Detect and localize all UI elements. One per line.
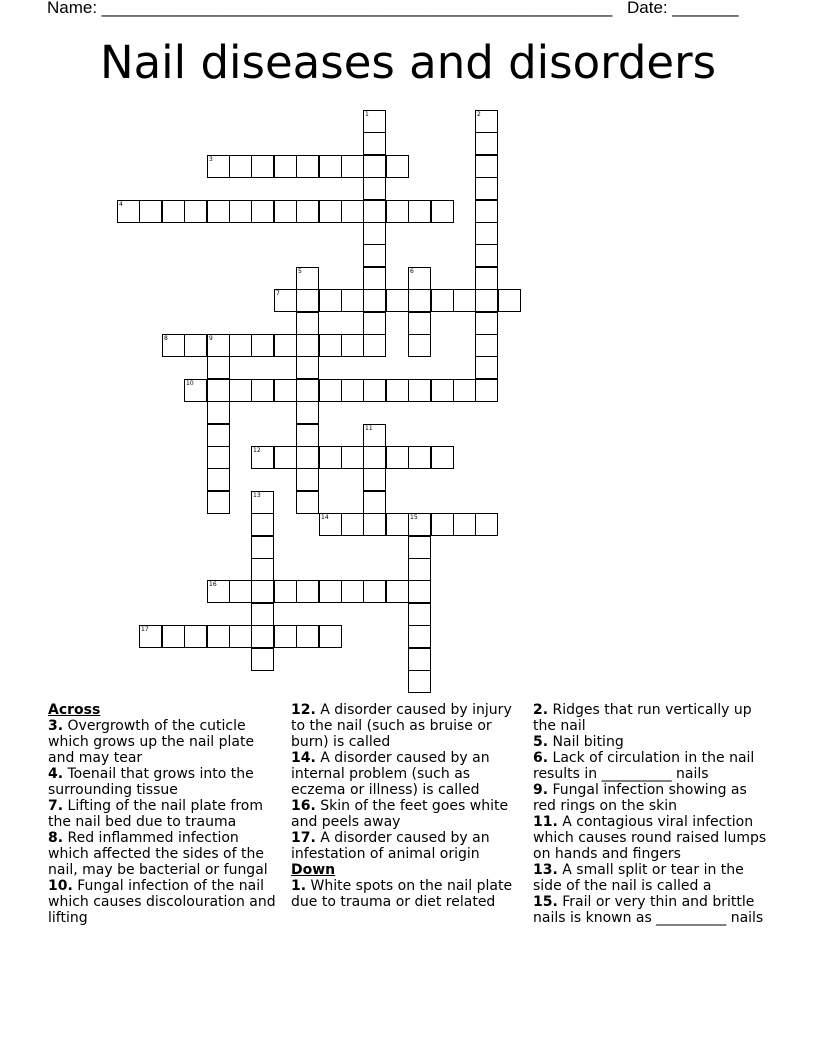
grid-cell[interactable] <box>475 200 498 223</box>
cell-number: 17 <box>141 626 149 633</box>
grid-cell[interactable] <box>319 513 342 536</box>
grid-cell[interactable] <box>296 491 319 514</box>
grid-cell[interactable] <box>207 379 230 402</box>
cell-number: 16 <box>209 581 217 588</box>
grid-cell[interactable] <box>408 312 431 335</box>
grid-cell[interactable] <box>408 670 431 693</box>
grid-cell[interactable] <box>475 289 498 312</box>
clue-number: 5. <box>533 734 549 750</box>
grid-cell[interactable] <box>453 289 476 312</box>
grid-cell[interactable] <box>251 491 274 514</box>
clue-item <box>291 750 519 798</box>
clue-text: Red inflammed infection which affected the sides of the nail, may be bacterial or fungal <box>48 830 268 878</box>
clue-text: White spots on the nail plate due to trauma or diet related <box>291 878 513 910</box>
clues-column-1 <box>48 702 283 926</box>
grid-cell[interactable] <box>251 155 274 178</box>
clue-item <box>48 878 283 926</box>
grid-cell[interactable] <box>363 177 386 200</box>
grid-cell[interactable] <box>475 177 498 200</box>
clue-text: Toenail that grows into the surrounding tissue <box>48 766 254 798</box>
grid-cell[interactable] <box>363 424 386 447</box>
grid-cell[interactable] <box>207 580 230 603</box>
grid-cell[interactable] <box>207 155 230 178</box>
grid-cell[interactable] <box>207 401 230 424</box>
grid-cell[interactable] <box>475 267 498 290</box>
grid-cell[interactable] <box>408 267 431 290</box>
cell-number: 14 <box>321 514 329 521</box>
clue-item <box>533 734 773 750</box>
cell-number: 8 <box>164 335 168 342</box>
grid-cell[interactable] <box>274 334 297 357</box>
clue-number: 2. <box>533 702 549 718</box>
clue-item <box>533 750 773 782</box>
page-title: Nail diseases and disorders <box>99 36 717 89</box>
clue-text: A disorder caused by an internal problem (such as eczema or illness) is called <box>291 750 490 798</box>
grid-cell[interactable] <box>453 513 476 536</box>
grid-cell[interactable] <box>386 200 409 223</box>
clue-number: 16. <box>291 798 316 814</box>
grid-cell[interactable] <box>363 155 386 178</box>
grid-cell[interactable] <box>408 200 431 223</box>
grid-cell[interactable] <box>319 625 342 648</box>
grid-cell[interactable] <box>117 200 140 223</box>
grid-cell[interactable] <box>363 110 386 133</box>
clue-text: Overgrowth of the cuticle which grows up the nail plate and may tear <box>48 718 255 766</box>
clue-number: 3. <box>48 718 64 734</box>
grid-cell[interactable] <box>363 446 386 469</box>
grid-cell[interactable] <box>408 446 431 469</box>
grid-cell[interactable] <box>475 110 498 133</box>
clue-item <box>48 798 283 830</box>
clue-item <box>48 718 283 766</box>
grid-cell[interactable] <box>363 468 386 491</box>
down-heading: Down <box>291 862 336 878</box>
clues-column-2 <box>291 702 519 910</box>
clue-text: Nail biting <box>548 734 624 750</box>
grid-cell[interactable] <box>207 625 230 648</box>
clue-item <box>48 766 283 798</box>
grid-cell[interactable] <box>341 580 364 603</box>
grid-cell[interactable] <box>184 334 207 357</box>
grid-cell[interactable] <box>251 446 274 469</box>
grid-cell[interactable] <box>229 155 252 178</box>
grid-cell[interactable] <box>296 267 319 290</box>
grid-cell[interactable] <box>341 379 364 402</box>
cell-number: 9 <box>209 335 213 342</box>
grid-cell[interactable] <box>319 334 342 357</box>
cell-number: 11 <box>365 425 373 432</box>
grid-cell[interactable] <box>207 334 230 357</box>
grid-cell[interactable] <box>296 446 319 469</box>
clue-number: 12. <box>291 702 316 718</box>
grid-cell[interactable] <box>229 334 252 357</box>
clue-number: 17. <box>291 830 316 846</box>
clue-item <box>533 702 773 734</box>
grid-cell[interactable] <box>341 513 364 536</box>
clue-text: A disorder caused by an infestation of animal origin <box>291 830 490 862</box>
clue-number: 9. <box>533 782 549 798</box>
cell-number: 5 <box>298 268 302 275</box>
clue-item <box>291 702 519 750</box>
grid-cell[interactable] <box>386 379 409 402</box>
grid-cell[interactable] <box>386 513 409 536</box>
grid-cell[interactable] <box>341 155 364 178</box>
clue-item <box>533 782 773 814</box>
grid-cell[interactable] <box>475 132 498 155</box>
date-line: _______ <box>672 0 739 17</box>
grid-cell[interactable] <box>296 200 319 223</box>
grid-cell[interactable] <box>162 200 185 223</box>
clue-text: A disorder caused by injury to the nail (such as bruise or burn) is called <box>291 702 512 750</box>
grid-cell[interactable] <box>363 491 386 514</box>
grid-cell[interactable] <box>363 222 386 245</box>
grid-cell[interactable] <box>431 289 454 312</box>
grid-cell[interactable] <box>274 155 297 178</box>
grid-cell[interactable] <box>453 379 476 402</box>
grid-cell[interactable] <box>229 580 252 603</box>
clue-number: 4. <box>48 766 64 782</box>
grid-cell[interactable] <box>363 334 386 357</box>
grid-cell[interactable] <box>251 558 274 581</box>
grid-cell[interactable] <box>431 446 454 469</box>
grid-cell[interactable] <box>408 289 431 312</box>
grid-cell[interactable] <box>184 200 207 223</box>
grid-cell[interactable] <box>408 334 431 357</box>
grid-cell[interactable] <box>363 312 386 335</box>
grid-cell[interactable] <box>475 155 498 178</box>
grid-cell[interactable] <box>363 580 386 603</box>
grid-cell[interactable] <box>475 222 498 245</box>
grid-cell[interactable] <box>296 155 319 178</box>
cell-number: 10 <box>186 380 194 387</box>
name-label: Name: <box>47 0 102 17</box>
cell-number: 2 <box>477 111 481 118</box>
grid-cell[interactable] <box>296 312 319 335</box>
grid-cell[interactable] <box>251 625 274 648</box>
grid-cell[interactable] <box>229 379 252 402</box>
grid-cell[interactable] <box>251 200 274 223</box>
clue-number: 10. <box>48 878 73 894</box>
clue-number: 1. <box>291 878 307 894</box>
grid-cell[interactable] <box>363 289 386 312</box>
grid-cell[interactable] <box>341 289 364 312</box>
clue-text: Fungal infection of the nail which causes discolouration and lifting <box>48 878 276 926</box>
grid-cell[interactable] <box>341 200 364 223</box>
grid-cell[interactable] <box>274 580 297 603</box>
grid-cell[interactable] <box>296 356 319 379</box>
clue-item <box>533 862 773 894</box>
grid-cell[interactable] <box>207 468 230 491</box>
cell-number: 6 <box>410 268 414 275</box>
clue-text: Lifting of the nail plate from the nail bed due to trauma <box>48 798 264 830</box>
cell-number: 15 <box>410 514 418 521</box>
grid-cell[interactable] <box>475 379 498 402</box>
clue-number: 13. <box>533 862 558 878</box>
clue-text: A small split or tear in the side of the nail is called a <box>533 862 744 894</box>
grid-cell[interactable] <box>162 625 185 648</box>
cell-number: 13 <box>253 492 261 499</box>
clue-number: 11. <box>533 814 558 830</box>
clue-number: 15. <box>533 894 558 910</box>
grid-cell[interactable] <box>251 603 274 626</box>
grid-cell[interactable] <box>386 289 409 312</box>
grid-cell[interactable] <box>363 379 386 402</box>
grid-cell[interactable] <box>251 513 274 536</box>
grid-cell[interactable] <box>431 200 454 223</box>
grid-cell[interactable] <box>274 379 297 402</box>
grid-cell[interactable] <box>251 536 274 559</box>
clue-item <box>533 814 773 862</box>
grid-cell[interactable] <box>363 132 386 155</box>
grid-cell[interactable] <box>296 289 319 312</box>
across-heading: Across <box>48 702 101 718</box>
grid-cell[interactable] <box>296 379 319 402</box>
cell-number: 1 <box>365 111 369 118</box>
date-label: Date: <box>627 0 673 17</box>
grid-cell[interactable] <box>431 379 454 402</box>
grid-cell[interactable] <box>341 334 364 357</box>
clue-item <box>291 798 519 830</box>
cell-number: 7 <box>276 290 280 297</box>
clue-text: Lack of circulation in the nail results in __________ nails <box>533 750 755 782</box>
grid-cell[interactable] <box>475 334 498 357</box>
grid-cell[interactable] <box>274 446 297 469</box>
grid-cell[interactable] <box>475 513 498 536</box>
grid-cell[interactable] <box>139 200 162 223</box>
grid-cell[interactable] <box>296 334 319 357</box>
grid-cell[interactable] <box>251 334 274 357</box>
grid-cell[interactable] <box>184 625 207 648</box>
grid-cell[interactable] <box>319 446 342 469</box>
cell-number: 4 <box>119 201 123 208</box>
grid-cell[interactable] <box>363 200 386 223</box>
name-line: ______________________________________________________ <box>101 0 613 17</box>
grid-cell[interactable] <box>251 648 274 671</box>
clue-number: 8. <box>48 830 64 846</box>
grid-cell[interactable] <box>408 558 431 581</box>
grid-cell[interactable] <box>408 603 431 626</box>
cell-number: 3 <box>209 156 213 163</box>
clue-text: Fungal infection showing as red rings on the skin <box>533 782 747 814</box>
clue-item <box>48 830 283 878</box>
grid-cell[interactable] <box>229 200 252 223</box>
grid-cell[interactable] <box>296 424 319 447</box>
grid-cell[interactable] <box>162 334 185 357</box>
cell-number: 12 <box>253 447 261 454</box>
grid-cell[interactable] <box>319 155 342 178</box>
grid-cell[interactable] <box>319 200 342 223</box>
clue-number: 7. <box>48 798 64 814</box>
grid-cell[interactable] <box>296 401 319 424</box>
grid-cell[interactable] <box>207 356 230 379</box>
grid-cell[interactable] <box>341 446 364 469</box>
grid-cell[interactable] <box>408 536 431 559</box>
grid-cell[interactable] <box>408 379 431 402</box>
grid-cell[interactable] <box>475 312 498 335</box>
clue-text: A contagious viral infection which causes round raised lumps on hands and fingers <box>533 814 767 862</box>
grid-cell[interactable] <box>139 625 162 648</box>
grid-cell[interactable] <box>363 513 386 536</box>
grid-cell[interactable] <box>207 200 230 223</box>
grid-cell[interactable] <box>408 625 431 648</box>
grid-cell[interactable] <box>386 580 409 603</box>
clues-column-3 <box>533 702 773 926</box>
grid-cell[interactable] <box>431 513 454 536</box>
grid-cell[interactable] <box>408 513 431 536</box>
grid-cell[interactable] <box>363 267 386 290</box>
grid-cell[interactable] <box>184 379 207 402</box>
grid-cell[interactable] <box>408 580 431 603</box>
grid-cell[interactable] <box>274 200 297 223</box>
grid-cell[interactable] <box>475 356 498 379</box>
grid-cell[interactable] <box>319 289 342 312</box>
grid-cell[interactable] <box>229 625 252 648</box>
clue-number: 14. <box>291 750 316 766</box>
grid-cell[interactable] <box>386 446 409 469</box>
grid-cell[interactable] <box>207 446 230 469</box>
grid-cell[interactable] <box>319 379 342 402</box>
clue-item <box>291 830 519 862</box>
grid-cell[interactable] <box>386 155 409 178</box>
grid-cell[interactable] <box>296 468 319 491</box>
grid-cell[interactable] <box>319 580 342 603</box>
grid-cell[interactable] <box>207 491 230 514</box>
clue-number: 6. <box>533 750 549 766</box>
grid-cell[interactable] <box>296 625 319 648</box>
grid-cell[interactable] <box>251 379 274 402</box>
clue-text: Ridges that run vertically up the nail <box>533 702 752 734</box>
clue-text: Frail or very thin and brittle nails is known as __________ nails <box>533 894 764 926</box>
grid-cell[interactable] <box>408 648 431 671</box>
grid-cell[interactable] <box>363 244 386 267</box>
grid-cell[interactable] <box>251 580 274 603</box>
clue-item <box>533 894 773 926</box>
clue-text: Skin of the feet goes white and peels away <box>291 798 509 830</box>
grid-cell[interactable] <box>498 289 521 312</box>
clue-item <box>291 878 519 910</box>
grid-cell[interactable] <box>207 424 230 447</box>
grid-cell[interactable] <box>475 244 498 267</box>
grid-cell[interactable] <box>274 289 297 312</box>
grid-cell[interactable] <box>274 625 297 648</box>
grid-cell[interactable] <box>296 580 319 603</box>
